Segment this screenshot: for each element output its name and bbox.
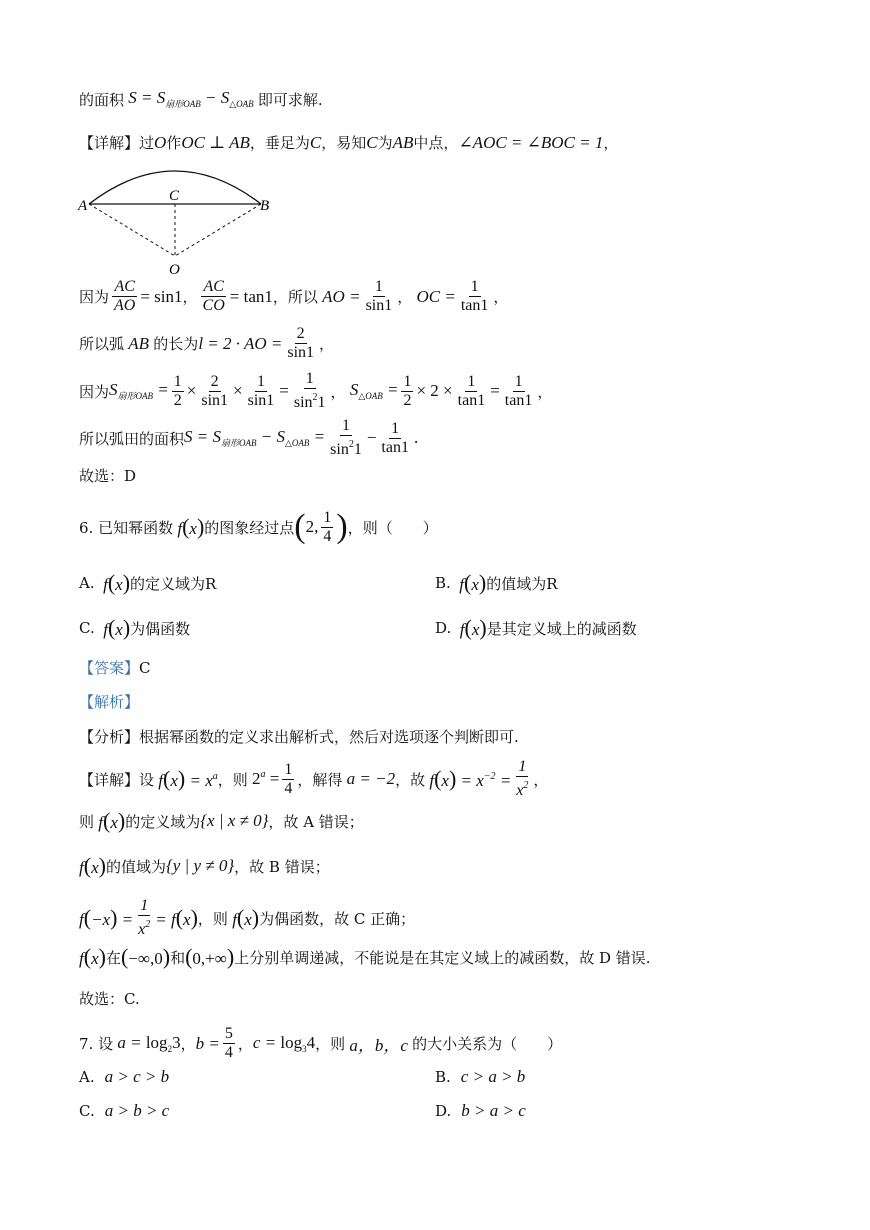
math-S: $S = S_{扇形OAB} - S_{\triangle OAB}$ = [184, 427, 326, 448]
choose-D [79, 465, 136, 486]
q7-option-B[interactable] [435, 1067, 525, 1087]
frac-1-sin1: $\frac{1}{\sin 1}$ [365, 278, 393, 314]
text-segment: 的图象经过点 [204, 518, 295, 537]
text-segment: ，故 A 错误； [268, 812, 364, 831]
text-segment: ，则 [197, 909, 228, 928]
math-2: 2, [305, 517, 319, 536]
math-f-negx: f(−x) = [79, 905, 134, 930]
math-abc: a，b，c [345, 1036, 413, 1055]
math-fx: f(x) [451, 615, 487, 640]
analysis-line [79, 691, 139, 712]
text-segment: 则 [79, 812, 95, 831]
detail-line-5 [79, 897, 415, 939]
text-segment: 中点， [413, 134, 459, 152]
text-segment: 的长为 [153, 335, 199, 353]
option-label: C. [79, 619, 95, 637]
math-eq: = sin1 [140, 286, 183, 306]
fenxi-text: 根据幂函数的定义求出解析式，然后对选项逐个判断即可. [139, 728, 519, 746]
math-S-tri: $S_{\triangle OAB}$ = [345, 380, 399, 401]
math-S-sector: $S_{扇形OAB}$ = [109, 380, 169, 401]
text-segment: ，则 [315, 1035, 346, 1053]
math-fx-def: $f(x) = x^a$ [154, 766, 218, 791]
math-a: a = −2 [342, 769, 396, 788]
frac-1-x2: $\frac{1}{x^2}$ [138, 897, 151, 938]
math-domain: {x | x ≠ 0} [200, 811, 269, 830]
frac-5-4: $\frac{5}{4}$ [224, 1025, 233, 1061]
dashed-AO [89, 204, 175, 256]
frac-1-tan1: $\frac{1}{\tan 1}$ [460, 278, 489, 314]
option-expr: a > c > b [104, 1067, 170, 1086]
math-perp: OC ⊥ AB [181, 132, 250, 152]
formula-area: $S = S_{扇形OAB} - S_{\triangle OAB}$ [124, 88, 254, 109]
math-AO: AO = [317, 286, 361, 306]
text-segment: 6. 已知幂函数 [79, 518, 174, 537]
solution-line-4: 因为 $\frac{AC}{AO}$ = sin1 ， $\frac{AC}{CO}$ = tan1 ， 所以 AO = $\frac{1}{\sin 1}$ ， OC = $\frac{1}{\tan 1}$ ， [79, 278, 509, 314]
math-l: l = 2 · AO = [198, 333, 283, 353]
q7-option-A[interactable] [79, 1067, 169, 1087]
math-interval-neg: (−∞,0) [120, 944, 171, 969]
frac-1-4: $\frac{1}{4}$ [323, 508, 332, 545]
math-AB: AB [124, 333, 154, 353]
option-label: D. [435, 1102, 452, 1120]
math-fx-result: $f(x) = x^{-2}$ = [425, 766, 512, 791]
answer-value: C [139, 658, 151, 677]
frac: $\frac{1}{\tan 1}$ [457, 372, 486, 409]
frac-1-x2: $\frac{1}{x^2}$ [516, 758, 529, 799]
text-segment: 所以 [287, 288, 318, 306]
math-fx: f(x) [94, 808, 126, 833]
label-O: O [169, 262, 180, 278]
math-fx: = f(x) [155, 905, 198, 930]
text-segment: 7. 设 [79, 1035, 114, 1053]
option-label: A. [79, 1068, 95, 1086]
math-2a: $2^a$ = [247, 769, 280, 788]
frac: $\frac{1}{2}$ [403, 372, 412, 409]
text-segment: 设 [139, 770, 155, 789]
choose-text: 故选：C. [79, 990, 140, 1008]
text-segment: 过 [139, 134, 155, 152]
fenxi-tag: 【分析】 [79, 728, 140, 746]
frac: $\frac{1}{\sin^21}$ [293, 370, 326, 411]
option-expr: a > b > c [104, 1101, 170, 1120]
math-c-def: $c = \log_34$ [252, 1033, 316, 1054]
q7-option-C[interactable] [79, 1101, 169, 1121]
q6-option-D[interactable] [435, 615, 637, 641]
frac: $\frac{2}{\sin 1}$ [201, 372, 229, 409]
label-A: A [78, 198, 88, 214]
frac-2-sin1: $\frac{2}{\sin 1}$ [287, 325, 315, 361]
math-O: O [154, 132, 167, 152]
option-label: C. [79, 1102, 95, 1120]
option-label: D. [435, 619, 452, 637]
analysis-tag: 【解析】 [79, 693, 140, 711]
solution-line-5: 所以弧 AB 的长为 l = 2 · AO = $\frac{2}{\sin 1}$ ， [79, 325, 335, 361]
math-eq: = tan1 [229, 286, 273, 306]
detail-line-1: 【详解】 过 O 作 OC ⊥ AB ，垂足为 C ，易知 C 为 AB 中点， ∠AOC = ∠BOC = 1 ， [79, 132, 619, 152]
frac: $\frac{1}{\tan 1}$ [504, 372, 533, 409]
text-segment: ，解得 [297, 770, 343, 789]
math-angles: ∠AOC = ∠BOC = 1 [458, 132, 604, 152]
paren-close: ) [336, 508, 348, 545]
option-text: 的值域为R [486, 574, 558, 593]
math-fx: f(x) [227, 905, 260, 930]
math-C2: C [366, 132, 378, 152]
text-segment: 在 [105, 948, 121, 967]
frac: $\frac{1}{\sin^21}$ [330, 417, 362, 458]
math-fx: f(x) [94, 615, 131, 640]
text-segment: 所以弧 [79, 335, 125, 353]
intro-prefix: 的面积 [79, 90, 125, 109]
text-segment: 上分别单调递减，不能说是在其定义域上的减函数，故 D 错误. [234, 948, 651, 967]
detail-tag: 【详解】 [79, 134, 140, 152]
choose-text: 故选：D [79, 467, 137, 485]
text-segment: 作 [166, 134, 182, 152]
detail-line-3 [79, 808, 364, 834]
option-label: B. [435, 574, 451, 592]
text-segment: 的值域为 [105, 857, 166, 876]
choose-C [79, 988, 140, 1009]
fenxi-line [79, 726, 519, 747]
q7-option-D[interactable] [435, 1101, 526, 1121]
text-segment: 的定义域为 [125, 812, 201, 831]
text-segment: 所以弧田的面积 [79, 429, 185, 448]
option-label: B. [435, 1068, 451, 1086]
math-fx: f(x) [79, 853, 106, 878]
question-6 [79, 508, 438, 546]
answer-tag: 【答案】 [79, 659, 140, 677]
text-segment: 和 [170, 948, 186, 967]
dashed-BO [175, 204, 261, 256]
q6-option-C[interactable] [79, 615, 190, 641]
detail-line-6 [79, 944, 651, 970]
detail-line-4 [79, 853, 330, 879]
text-segment: 为 [377, 134, 393, 152]
math-range: {y | y ≠ 0} [165, 856, 235, 875]
text-segment: ，则（ ） [347, 518, 438, 537]
frac-1-4: $\frac{1}{4}$ [284, 760, 293, 797]
math-fx: f(x) [79, 944, 106, 969]
solution-line-6: 因为 $S_{扇形OAB}$ = $\frac{1}{2}$ × $\frac{2}{\sin 1}$ × $\frac{1}{\sin 1}$ = $\frac{1}{\sin^21}$ ， $S_{\triangle OAB}$ = $\frac{1}{2}$ × 2 × $\frac{1}{\tan 1}$ = $\frac{1}{\tan 1}$ ， [79, 370, 553, 411]
math-fx: f(x) [173, 514, 205, 539]
option-expr: c > a > b [460, 1067, 526, 1086]
option-text: 是其定义域上的减函数 [486, 619, 637, 638]
detail-line-2: 【详解】 设 $f(x) = x^a$ ，则 $2^a$ = $\frac{1}{4}$ ，解得 a = −2 ，故 $f(x) = x^{-2}$ = $\frac{1}{x^2}$ ， [79, 758, 549, 799]
solution-line-7: 所以弧田的面积 $S = S_{扇形OAB} - S_{\triangle OAB}$ = $\frac{1}{\sin^21}$ − $\frac{1}{\tan 1}$ . [79, 417, 419, 458]
answer-line [79, 657, 151, 678]
option-label: A. [79, 574, 95, 592]
text-segment: ，垂足为 [249, 134, 310, 152]
frac: $\frac{1}{\sin 1}$ [247, 372, 275, 409]
text-segment: 因为 [79, 288, 110, 306]
math-AB: AB [392, 132, 414, 152]
intro-suffix: 即可求解. [257, 90, 323, 109]
text-segment: 因为 [79, 382, 110, 401]
frac: $\frac{1}{\tan 1}$ [381, 419, 409, 456]
q6-option-A[interactable] [79, 570, 216, 596]
frac-AC-AO: $\frac{AC}{AO}$ [114, 278, 136, 314]
text-segment: 为偶函数，故 C 正确； [259, 909, 416, 928]
math-a-def: $a = \log_23$ [113, 1033, 181, 1054]
frac-AC-CO: $\frac{AC}{CO}$ [202, 278, 225, 314]
text-segment: ，故 [395, 770, 426, 789]
text-segment: ，易知 [321, 134, 367, 152]
detail-tag: 【详解】 [79, 770, 140, 789]
math-fx: f(x) [450, 570, 487, 595]
frac: $\frac{1}{2}$ [173, 372, 182, 409]
paren-open: ( [294, 508, 306, 545]
intro-line [79, 88, 323, 110]
math-C: C [309, 132, 322, 152]
option-text: 为偶函数 [130, 619, 191, 638]
label-B: B [260, 198, 270, 214]
text-segment: ，故 B 错误； [234, 857, 330, 876]
option-text: 的定义域为R [130, 574, 217, 593]
q6-option-B[interactable] [435, 570, 558, 596]
label-C: C [169, 188, 180, 204]
question-7: 7. 设 $a = \log_23$ ， b = $\frac{5}{4}$ ， $c = \log_34$ ，则 a，b，c 的大小关系为（ ） [79, 1025, 563, 1061]
text-segment: ，则 [217, 770, 248, 789]
math-interval-pos: (0,+∞) [185, 944, 235, 969]
sector-figure [75, 158, 285, 280]
option-expr: b > a > c [461, 1101, 526, 1120]
text-segment: 的大小关系为（ ） [412, 1035, 563, 1053]
math-OC: OC = [412, 286, 456, 306]
math-b-def: b = [195, 1033, 220, 1053]
math-fx: f(x) [94, 570, 131, 595]
